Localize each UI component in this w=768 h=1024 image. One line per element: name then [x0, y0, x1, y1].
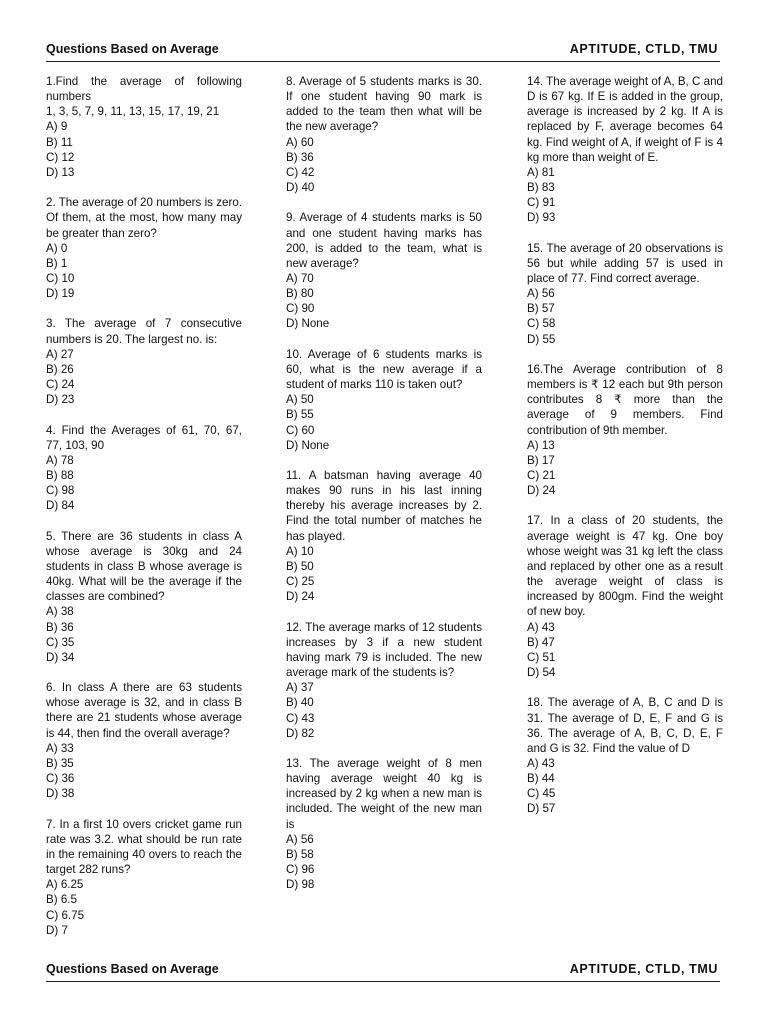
answer-option: D) 54	[527, 666, 556, 680]
question-text: 7. In a first 10 overs cricket game run rate was 3.2. what should be run rate in the remaining 40 overs to reach the target 282 runs?	[46, 817, 242, 877]
question-text: 12. The average marks of 12 students increases by 3 if a new student having mark 79 is included. The new average mark of the students is?	[286, 620, 482, 680]
question-text: 10. Average of 6 students marks is 60, what is the new average if a student of marks 110 is taken out?	[286, 347, 482, 392]
page-footer	[46, 961, 720, 982]
answer-option: B) 1	[46, 256, 68, 270]
question-block	[46, 316, 242, 407]
answer-option: C) 60	[286, 423, 315, 437]
question-block	[527, 513, 723, 680]
answer-option: D) 84	[46, 499, 75, 513]
question-text: 8. Average of 5 students marks is 30. If one student having 90 mark is added to the team then what will be the new average?	[286, 75, 482, 134]
header-course: APTITUDE, CTLD, TMU	[569, 42, 718, 56]
answer-option: A) 33	[46, 741, 74, 755]
answer-option: A) 10	[286, 544, 314, 558]
question-text: 5. There are 36 students in class A whose average is 30kg and 24 students in class B whose average is 40kg. What will be the average if the classes are combined?	[46, 529, 242, 604]
question-block	[527, 362, 723, 498]
answer-option: D) 24	[527, 484, 556, 498]
question-text: 6. In class A there are 63 students whose average is 32, and in class B there are 21 students whose average is 44, then find the overall average?	[46, 681, 242, 740]
answer-option: A) 38	[46, 605, 74, 619]
answer-option: C) 90	[286, 302, 315, 316]
question-block	[286, 347, 482, 453]
answer-option: B) 44	[527, 772, 555, 786]
answer-option: B) 11	[46, 135, 73, 149]
answer-option: B) 35	[46, 756, 74, 770]
answer-option: A) 50	[286, 393, 314, 407]
column-3	[527, 74, 723, 832]
answer-option: D) 23	[46, 393, 75, 407]
answer-option: C) 96	[286, 863, 315, 877]
answer-option: B) 40	[286, 696, 314, 710]
question-block	[46, 680, 242, 801]
question-block	[527, 241, 723, 347]
question-block	[46, 817, 242, 938]
question-block	[46, 529, 242, 665]
answer-option: C) 25	[286, 575, 315, 589]
answer-option: A) 81	[527, 165, 555, 179]
page-header	[46, 41, 720, 62]
header-title: Questions Based on Average	[46, 42, 219, 56]
answer-option: A) 13	[527, 438, 555, 452]
answer-option: D) 55	[527, 332, 556, 346]
answer-option: C) 35	[46, 635, 75, 649]
answer-option: C) 45	[527, 787, 556, 801]
answer-option: D) 98	[286, 878, 315, 892]
question-block	[46, 74, 242, 180]
answer-option: C) 42	[286, 165, 315, 179]
answer-option: B) 26	[46, 362, 74, 376]
answer-option: C) 43	[286, 711, 315, 725]
answer-option: B) 80	[286, 287, 314, 301]
answer-option: A) 78	[46, 453, 74, 467]
answer-option: B) 83	[527, 181, 555, 195]
answer-option: B) 17	[527, 453, 555, 467]
answer-option: D) None	[286, 317, 330, 331]
answer-option: D) None	[286, 438, 330, 452]
answer-option: A) 43	[527, 620, 555, 634]
footer-title: Questions Based on Average	[46, 962, 219, 976]
answer-option: D) 82	[286, 726, 315, 740]
question-text: 16.The Average contribution of 8 members is ₹ 12 each but 9th person contributes 8 ₹ more than the average of 9 members. Find contribution of 9th member.	[527, 362, 723, 437]
answer-option: B) 36	[46, 620, 74, 634]
column-1	[46, 74, 242, 953]
answer-option: C) 6.75	[46, 908, 85, 922]
question-text: 18. The average of A, B, C and D is 31. The average of D, E, F and G is 36. The average of A, B, C, D, E, F and G is 32. Find the value of D	[527, 696, 723, 755]
answer-option: D) 13	[46, 165, 75, 179]
answer-option: B) 47	[527, 635, 555, 649]
question-number-list: 1, 3, 5, 7, 9, 11, 13, 15, 17, 19, 21	[46, 105, 220, 119]
answer-option: D) 7	[46, 923, 68, 937]
answer-option: D) 38	[46, 787, 75, 801]
question-text: 3. The average of 7 consecutive numbers is 20. The largest no. is:	[46, 317, 242, 346]
answer-option: A) 27	[46, 347, 74, 361]
question-block	[527, 695, 723, 816]
answer-option: B) 55	[286, 408, 314, 422]
question-text: 9. Average of 4 students marks is 50 and one student having marks has 200, is added to the team, what is new average?	[286, 211, 482, 270]
answer-option: B) 57	[527, 302, 555, 316]
question-text: 11. A batsman having average 40 makes 90 runs in his last inning thereby his average increases by 2. Find the total number of matches he has played.	[286, 469, 482, 543]
question-text: 13. The average weight of 8 men having average weight 40 kg is increased by 2 kg when a new man is included. The weight of the new man is	[286, 756, 482, 831]
answer-option: B) 88	[46, 469, 74, 483]
answer-option: D) 57	[527, 802, 556, 816]
answer-option: C) 21	[527, 469, 556, 483]
answer-option: D) 93	[527, 211, 556, 225]
answer-option: C) 24	[46, 378, 75, 392]
question-block	[46, 195, 242, 301]
column-2	[286, 74, 482, 908]
answer-option: C) 91	[527, 196, 556, 210]
answer-option: A) 56	[527, 287, 555, 301]
question-text: 15. The average of 20 observations is 56 but while adding 57 is used in place of 77. Find correct average.	[527, 241, 723, 286]
question-text: 2. The average of 20 numbers is zero. Of them, at the most, how many may be greater than zero?	[46, 196, 242, 240]
question-block	[286, 620, 482, 741]
answer-option: C) 36	[46, 772, 75, 786]
answer-option: C) 10	[46, 272, 75, 286]
question-text: 14. The average weight of A, B, C and D is 67 kg. If E is added in the group, average is increased by 2 kg. If A is replaced by F, average becomes 64 kg. Find weight of A, if weight of F is 4 kg more than weight of E.	[527, 75, 723, 164]
question-text: 17. In a class of 20 students, the average weight is 47 kg. One boy whose weight was 31 kg left the class and replaced by other one as a result the average weight of class is increased by 800gm. Find the weight of new boy.	[527, 514, 723, 619]
answer-option: A) 37	[286, 681, 314, 695]
answer-option: C) 51	[527, 650, 556, 664]
answer-option: C) 12	[46, 150, 75, 164]
answer-option: B) 36	[286, 150, 314, 164]
answer-option: B) 6.5	[46, 893, 77, 907]
answer-option: A) 56	[286, 832, 314, 846]
answer-option: D) 40	[286, 181, 315, 195]
question-text: 4. Find the Averages of 61, 70, 67, 77, 103, 90	[46, 423, 242, 452]
question-block	[286, 210, 482, 331]
answer-option: A) 70	[286, 272, 314, 286]
question-block	[46, 423, 242, 514]
answer-option: A) 43	[527, 756, 555, 770]
footer-course: APTITUDE, CTLD, TMU	[569, 962, 718, 976]
question-text: 1.Find the average of following numbers	[46, 75, 242, 104]
question-block	[286, 74, 482, 195]
answer-option: A) 0	[46, 241, 68, 255]
answer-option: B) 50	[286, 559, 314, 573]
answer-option: A) 60	[286, 135, 314, 149]
answer-option: A) 9	[46, 120, 68, 134]
question-block	[286, 756, 482, 892]
answer-option: D) 24	[286, 590, 315, 604]
answer-option: B) 58	[286, 847, 314, 861]
answer-option: D) 19	[46, 287, 75, 301]
answer-option: A) 6.25	[46, 878, 84, 892]
answer-option: D) 34	[46, 650, 75, 664]
answer-option: C) 58	[527, 317, 556, 331]
question-block	[527, 74, 723, 226]
answer-option: C) 98	[46, 484, 75, 498]
question-block	[286, 468, 482, 604]
